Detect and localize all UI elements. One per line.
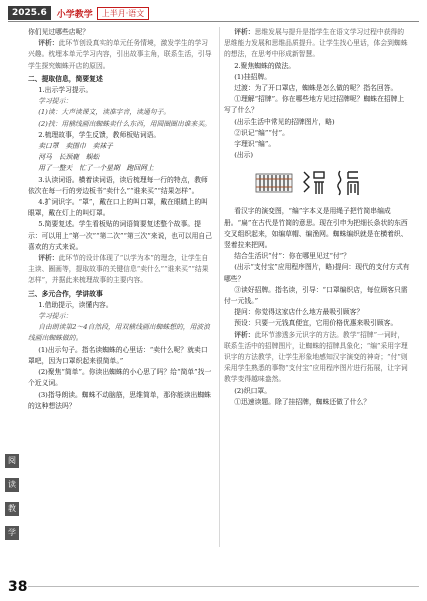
paragraph-text: 1.出示学习提示。 <box>38 86 93 95</box>
paragraph-text: (1)读：大声读课文，读准字音，读通句子。 <box>38 108 171 117</box>
body-paragraph <box>224 307 410 318</box>
left-column <box>28 27 214 412</box>
body-paragraph <box>28 197 214 219</box>
paragraph-text: 河马 长颈鹿 蜈蚣 <box>38 153 100 162</box>
body-paragraph <box>28 219 214 253</box>
paragraph-text: 此环节的设计体现了“以学为本”的理念，让学生自主读、圈画等，提取故事的关键信息“卖什么”“谁来买”“结果怎样”，并据此来梳理故事的主要内容。 <box>28 254 209 285</box>
paragraph-text: 5.简要复述。学生看板贴的词语简要复述整个故事。提示：可以用上“第一次”“第二次”“第三次”来说，也可以用自己喜欢的方式来说。 <box>28 220 212 251</box>
section-heading <box>28 74 214 85</box>
body-paragraph <box>224 117 410 128</box>
paragraph-text: 字理识“编”。 <box>234 140 276 149</box>
body-paragraph <box>224 397 410 408</box>
body-paragraph <box>28 345 214 367</box>
paragraph-text: (2)聚焦“简单”。你读出蜘蛛的小心思了吗？给“简单”找一个近义词。 <box>28 368 212 388</box>
paragraph-text: 过渡：为了开口罩店，蜘蛛是怎么做的呢？指名回答。 <box>234 84 398 93</box>
commentary-paragraph <box>28 253 214 287</box>
bamboo-slips-image <box>254 168 294 198</box>
character-evolution-figure <box>254 164 410 202</box>
commentary-paragraph <box>224 27 410 61</box>
body-paragraph <box>28 130 214 141</box>
body-paragraph <box>28 311 214 322</box>
page-header <box>8 6 149 20</box>
body-paragraph <box>224 262 410 284</box>
paragraph-text: 结合生活识“付”：你在哪里见过“付”？ <box>234 252 351 261</box>
paragraph-text: (3)指导朗读。蜘蛛不动脑筋，思维简单，那你能读出蜘蛛的这种想法吗？ <box>28 390 211 410</box>
body-paragraph <box>28 322 214 344</box>
paragraph-text: (1)出示句子。指名读蜘蛛的心里话：“卖什么呢？就卖口罩吧，因为口罩织起来很简单。” <box>28 345 208 365</box>
side-tab-char: 学 <box>5 526 19 540</box>
paragraph-text: (1)挂招牌。 <box>234 72 272 81</box>
seal-script-glyph <box>334 168 362 198</box>
paragraph-text: (2)织口罩。 <box>234 386 272 395</box>
paragraph-text: 卖口罩 卖围巾 卖袜子 <box>38 142 113 151</box>
footer-divider <box>28 586 419 587</box>
body-paragraph <box>28 27 214 38</box>
body-paragraph <box>28 85 214 96</box>
body-paragraph <box>224 386 410 397</box>
paragraph-text: ③读好招牌。指名读，引导：“口罩编织店，每位顾客只需付一元钱。” <box>224 285 408 306</box>
column-divider <box>219 27 220 547</box>
oracle-bone-glyph <box>300 168 328 198</box>
body-paragraph <box>28 119 214 130</box>
body-paragraph <box>224 285 410 307</box>
paragraph-text: 思维发展与提升是指学生在语文学习过程中获得的思维能力发展和思维品质提升。让学生找心里话，体会到蜘蛛的想法，在思考中形成新智慧。 <box>224 28 408 59</box>
body-paragraph <box>224 150 410 161</box>
paragraph-text: 预设：只要一元钱真便宜，它用价格优惠来吸引顾客。 <box>234 319 398 328</box>
right-column <box>224 27 410 408</box>
section-side-tab <box>5 454 19 550</box>
paragraph-text: 此环节创设真实的单元任务情境，激发学生的学习兴趣。枕埋本单元学习内容，引出故事主角，联系生活，引导学生探究蜘蛛开店的原因。 <box>28 39 212 70</box>
paragraph-text: (出示) <box>234 151 254 160</box>
body-paragraph <box>224 94 410 116</box>
paragraph-text: 自由朗读第2～4自然段，用双横线画出蜘蛛想的，用波浪线画出蜘蛛做的。 <box>28 323 210 343</box>
header-divider <box>8 21 419 22</box>
page-number: 38 <box>8 579 28 595</box>
body-paragraph <box>224 72 410 83</box>
right-column-top <box>224 27 410 161</box>
body-paragraph <box>224 139 410 150</box>
commentary-paragraph <box>28 38 214 72</box>
paragraph-text: 用了一整天 忙了一个星期 跑回网上 <box>38 164 154 173</box>
body-paragraph <box>28 107 214 118</box>
paragraph-text: 2.聚焦蜘蛛的做法。 <box>234 61 296 70</box>
paragraph-text: 4.扩词识字。“罩”，戴在口上的叫口罩，戴在眼睛上的叫眼罩，戴在灯上的叫灯罩。 <box>28 198 208 218</box>
commentary-label: 评析： <box>234 28 255 36</box>
paragraph-text: 提问：你觉得这家店什么地方最吸引顾客？ <box>234 308 364 317</box>
body-paragraph <box>224 61 410 72</box>
body-paragraph <box>28 152 214 163</box>
side-tab-char: 阅 <box>5 454 19 468</box>
body-paragraph <box>224 251 410 262</box>
body-paragraph <box>28 390 214 412</box>
body-paragraph <box>28 300 214 311</box>
paragraph-text: 学习提示： <box>38 97 73 106</box>
paragraph-text: ①迅速读题。除了挂招牌，蜘蛛还做了什么？ <box>234 397 371 406</box>
section-tag: 上半月·语文 <box>97 7 150 20</box>
body-paragraph <box>28 141 214 152</box>
paragraph-text: (2)找：用横线画出蜘蛛卖什么东西，用圆圈圈出谁来买。 <box>38 119 211 128</box>
issue-date: 2025.6 <box>8 6 51 20</box>
body-paragraph <box>28 96 214 107</box>
commentary-label: 评析： <box>38 39 59 48</box>
body-paragraph <box>224 318 410 329</box>
paragraph-text: (出示“支付宝”应用程序图片，略)提问：现代的支付方式有哪些？ <box>224 263 410 283</box>
body-paragraph <box>28 163 214 174</box>
paragraph-text: 二、提取信息，简要复述 <box>28 74 103 83</box>
body-paragraph <box>224 206 410 251</box>
paragraph-text: 你们见过哪些店呢？ <box>28 28 90 36</box>
body-paragraph <box>28 367 214 389</box>
paragraph-text: ②识记“编”“付”。 <box>234 128 289 137</box>
magazine-logo: 小学教学 <box>56 9 93 20</box>
paragraph-text: 3.认读词语。横着读词语，读后梳理每一行的特点，教师依次在每一行的旁边板书“卖什么”“谁来买”“结果怎样”。 <box>28 175 208 195</box>
paragraph-text: 1.借助提示，读懂内容。 <box>38 300 113 309</box>
section-heading <box>28 289 214 300</box>
paragraph-text: 看汉字的演变图，“编”字本义是用绳子把竹简串编成册。“扁”在古代是竹简的意思。现在引申为把细长条状的东西交叉组织起来，如编草帽、编渔网。蜘蛛编织就是在横着织、竖着拉来把网。 <box>224 207 408 250</box>
body-paragraph <box>224 128 410 139</box>
paragraph-text: 三、多元合作，学讲故事 <box>28 289 103 298</box>
commentary-label: 评析： <box>234 330 255 339</box>
paragraph-text: ①理解“招牌”。你在哪些地方见过招牌呢？蜘蛛在招牌上写了什么？ <box>224 95 405 115</box>
commentary-paragraph <box>224 330 410 386</box>
right-column-bottom <box>224 206 410 408</box>
paragraph-text: 2.梳理故事，学生反馈，教师板贴词语。 <box>38 130 161 139</box>
paragraph-text: 此环节渗透多元识字的方法。教学“招牌”一词时，联系生活中的招牌图片，让蜘蛛的招牌具象化；“编”采用字理识字的方法教学，让学生形象地感知汉字演变的神奇；“付”则采用学生熟悉的事物“支付宝”应用程序图片进行拓展，让字词教学变得越味盎然。 <box>224 330 408 384</box>
paragraph-text: (出示生活中常见的招牌图片，略) <box>234 117 335 126</box>
commentary-label: 评析： <box>38 254 59 263</box>
body-paragraph <box>224 83 410 94</box>
side-tab-char: 教 <box>5 502 19 516</box>
body-paragraph <box>28 175 214 197</box>
paragraph-text: 学习提示： <box>38 312 73 321</box>
side-tab-char: 读 <box>5 478 19 492</box>
